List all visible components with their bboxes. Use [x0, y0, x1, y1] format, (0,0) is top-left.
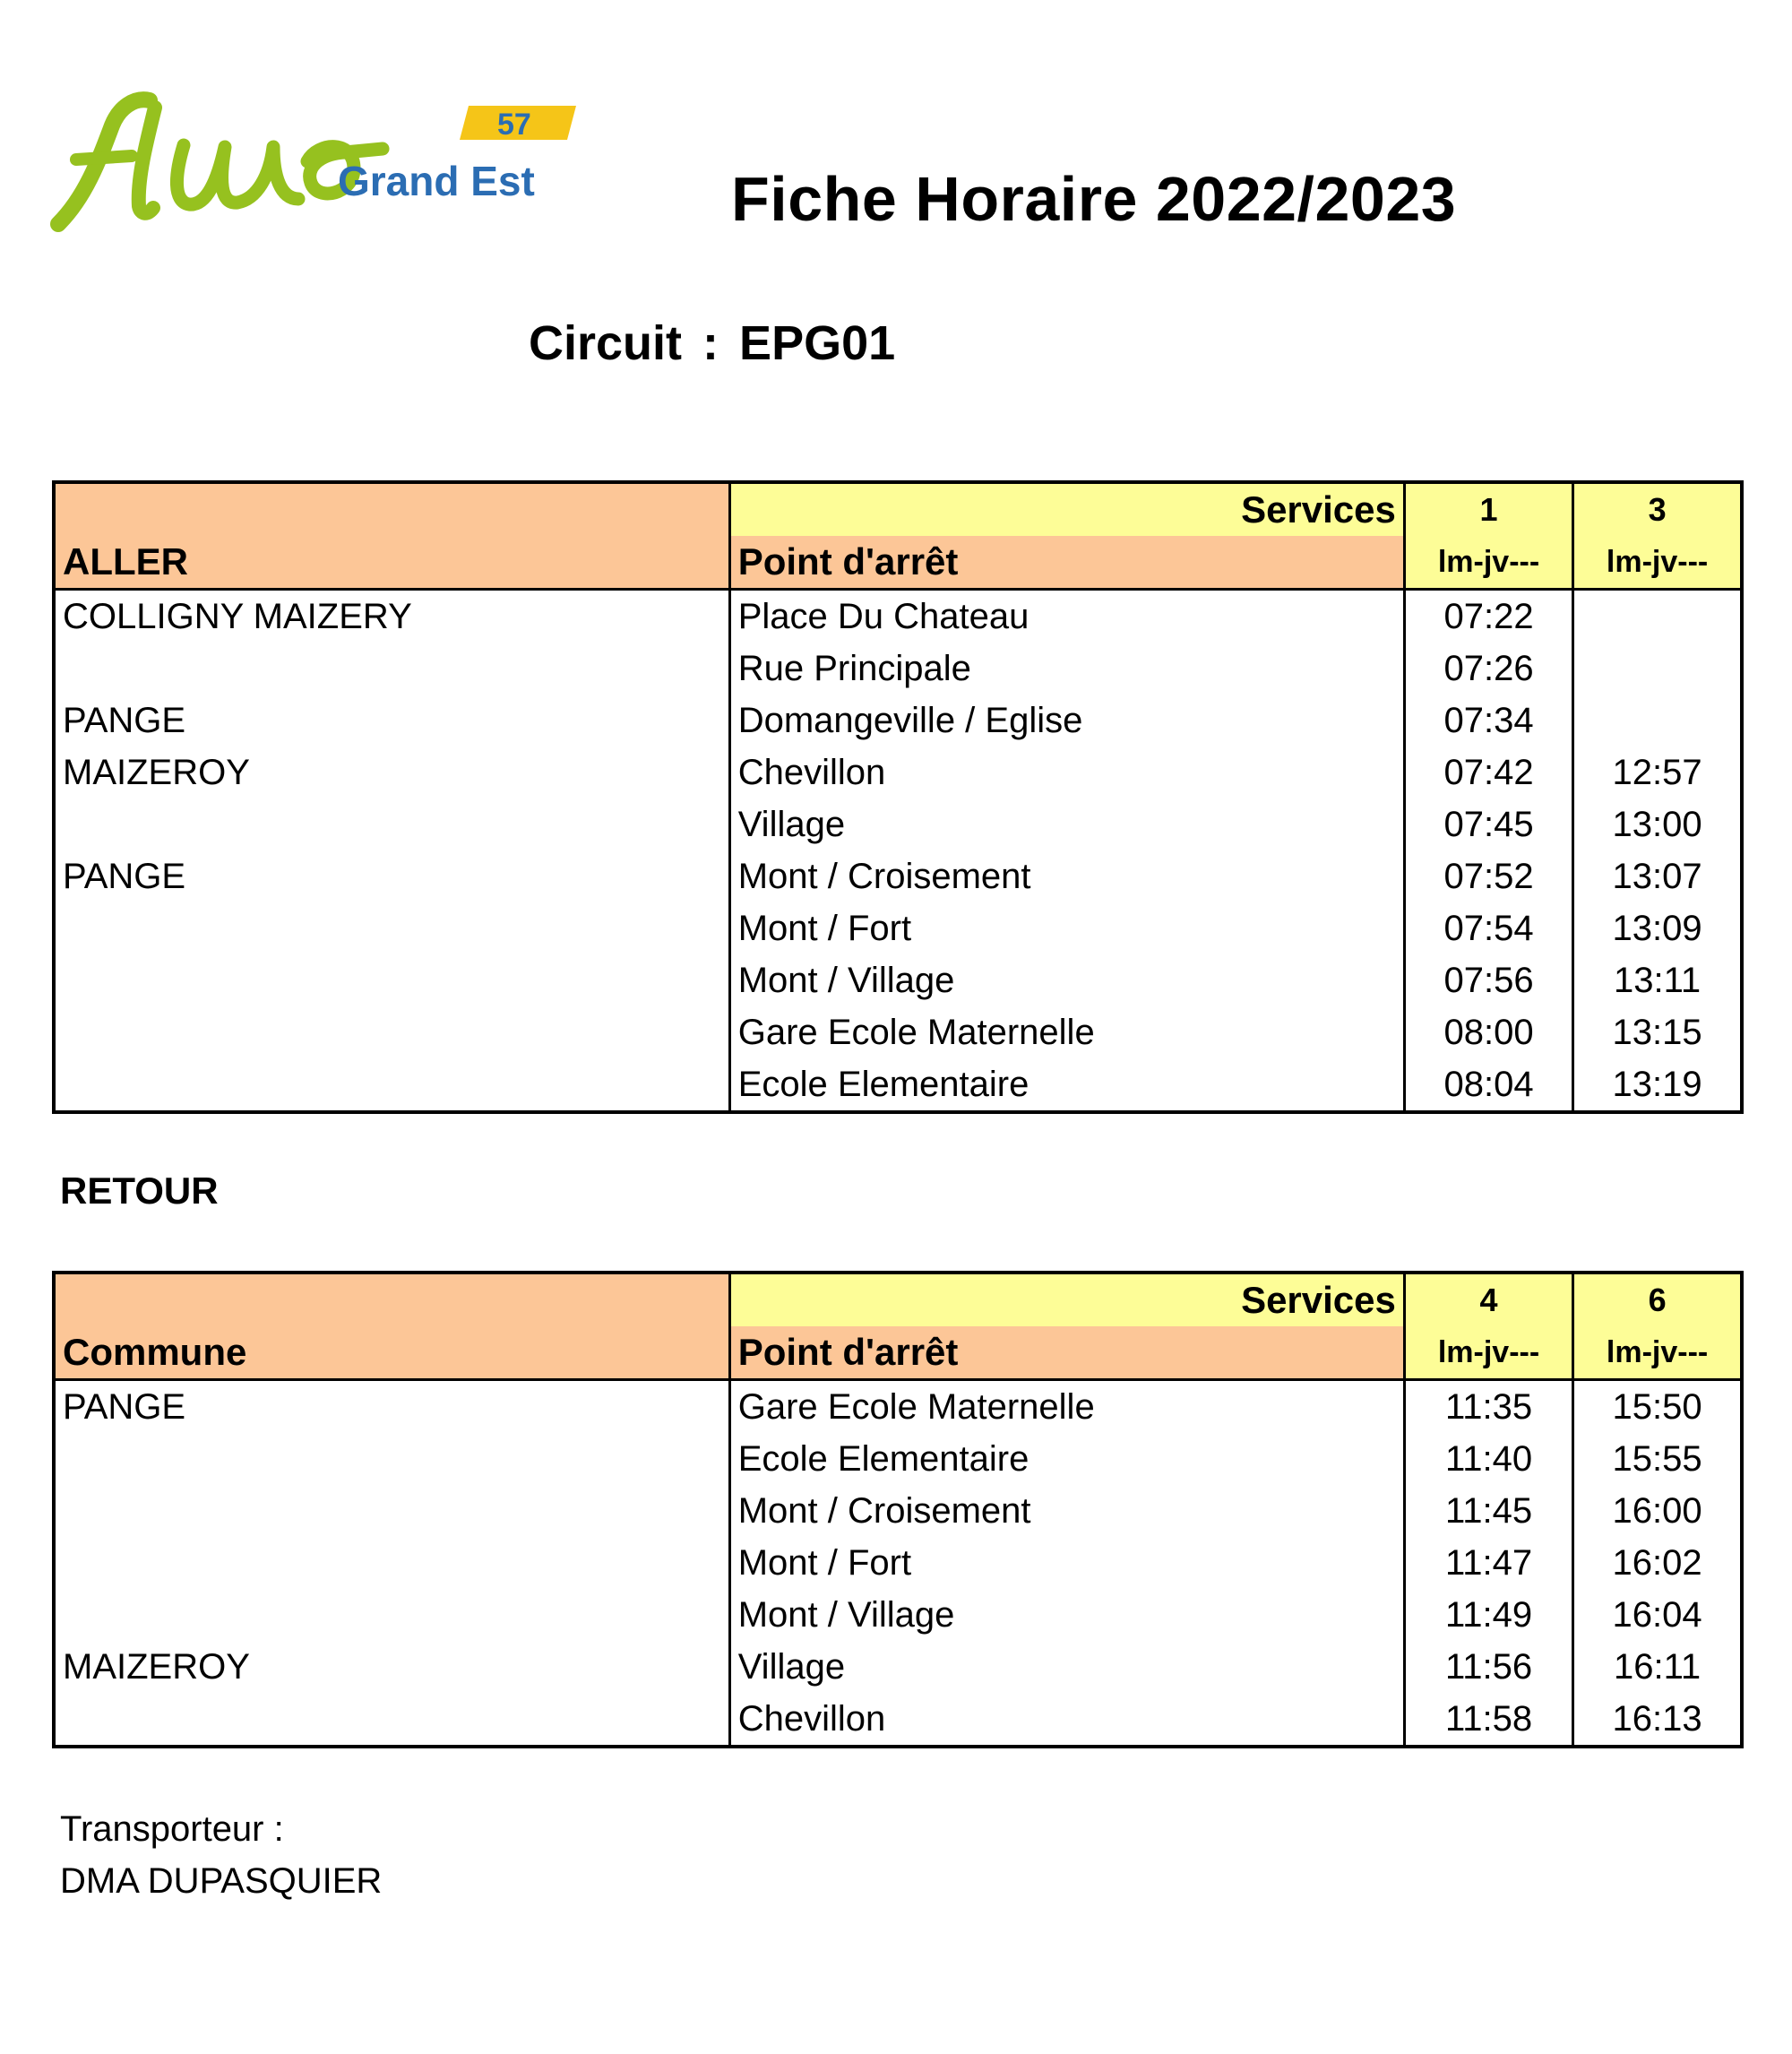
page-title: Fiche Horaire 2022/2023 [731, 164, 1457, 234]
aller-column-header: ALLER [54, 482, 729, 590]
stop-cell: Place Du Chateau [729, 590, 1404, 643]
stop-cell: Ecole Elementaire [729, 1433, 1404, 1485]
stop-column-header: Point d'arrêt [729, 536, 1404, 590]
table-row [54, 1380, 1742, 1434]
time-cell: 11:40 [1404, 1433, 1572, 1485]
time-cell: 11:58 [1404, 1693, 1572, 1747]
commune-cell [54, 798, 729, 850]
time-cell: 07:22 [1404, 590, 1572, 643]
time-cell [1573, 643, 1742, 695]
commune-cell: PANGE [54, 850, 729, 902]
stop-cell: Gare Ecole Maternelle [729, 1006, 1404, 1058]
time-cell: 11:35 [1404, 1380, 1572, 1434]
circuit-separator: : [702, 316, 719, 370]
time-cell: 13:15 [1573, 1006, 1742, 1058]
table-row [54, 590, 1742, 643]
commune-cell [54, 1006, 729, 1058]
carrier-label: Transporteur : [60, 1809, 284, 1849]
table-row [54, 1058, 1742, 1112]
service-days: lm-jv--- [1573, 536, 1742, 590]
table-row [54, 902, 1742, 954]
time-cell: 16:13 [1573, 1693, 1742, 1747]
commune-cell [54, 954, 729, 1006]
time-cell: 07:54 [1404, 902, 1572, 954]
logo-brand-text: fluo [49, 90, 51, 91]
time-cell: 11:49 [1404, 1589, 1572, 1641]
table-row [54, 1006, 1742, 1058]
commune-cell [54, 1058, 729, 1112]
stop-cell: Mont / Croisement [729, 1485, 1404, 1537]
stop-cell: Mont / Fort [729, 902, 1404, 954]
commune-cell: MAIZEROY [54, 747, 729, 798]
time-cell: 13:09 [1573, 902, 1742, 954]
commune-cell: PANGE [54, 695, 729, 747]
commune-cell [54, 902, 729, 954]
services-label: Services [729, 482, 1404, 536]
services-label: Services [729, 1273, 1404, 1326]
table-row [54, 747, 1742, 798]
table-row [54, 643, 1742, 695]
stop-cell: Gare Ecole Maternelle [729, 1380, 1404, 1434]
commune-cell [54, 1433, 729, 1485]
commune-cell [54, 1693, 729, 1747]
time-cell: 13:19 [1573, 1058, 1742, 1112]
logo-region-text: Grand Est [338, 158, 535, 204]
logo-badge-text: 57 [497, 108, 531, 142]
time-cell: 16:02 [1573, 1537, 1742, 1589]
table-row [54, 1485, 1742, 1537]
stop-cell: Mont / Village [729, 954, 1404, 1006]
stop-cell: Mont / Croisement [729, 850, 1404, 902]
stop-cell: Chevillon [729, 747, 1404, 798]
service-number: 4 [1404, 1273, 1572, 1326]
commune-cell: MAIZEROY [54, 1641, 729, 1693]
time-cell: 08:00 [1404, 1006, 1572, 1058]
retour-timetable [52, 1271, 1744, 1748]
time-cell: 07:45 [1404, 798, 1572, 850]
stop-cell: Village [729, 1641, 1404, 1693]
commune-cell [54, 1537, 729, 1589]
service-number: 1 [1404, 482, 1572, 536]
service-number: 3 [1573, 482, 1742, 536]
stop-cell: Village [729, 798, 1404, 850]
retour-heading: RETOUR [60, 1169, 219, 1212]
time-cell: 07:56 [1404, 954, 1572, 1006]
time-cell: 07:42 [1404, 747, 1572, 798]
commune-cell: PANGE [54, 1380, 729, 1434]
table-row [54, 798, 1742, 850]
stop-cell: Rue Principale [729, 643, 1404, 695]
table-row [54, 1537, 1742, 1589]
table-row [54, 1433, 1742, 1485]
time-cell: 16:11 [1573, 1641, 1742, 1693]
time-cell: 11:47 [1404, 1537, 1572, 1589]
commune-column-header: Commune [54, 1273, 729, 1380]
stop-cell: Mont / Fort [729, 1537, 1404, 1589]
time-cell: 07:34 [1404, 695, 1572, 747]
stop-cell: Chevillon [729, 1693, 1404, 1747]
circuit-label: Circuit [529, 316, 683, 370]
time-cell: 07:52 [1404, 850, 1572, 902]
circuit-line [529, 315, 895, 371]
table-row [54, 1589, 1742, 1641]
fluo-grand-est-logo [49, 90, 587, 242]
time-cell: 13:00 [1573, 798, 1742, 850]
time-cell [1573, 590, 1742, 643]
time-cell: 16:00 [1573, 1485, 1742, 1537]
carrier-info [60, 1803, 382, 1907]
service-number: 6 [1573, 1273, 1742, 1326]
time-cell [1573, 695, 1742, 747]
carrier-name: DMA DUPASQUIER [60, 1861, 383, 1901]
header-row-top [54, 1273, 1742, 1326]
time-cell: 13:07 [1573, 850, 1742, 902]
time-cell: 08:04 [1404, 1058, 1572, 1112]
commune-cell: COLLIGNY MAIZERY [54, 590, 729, 643]
table-row [54, 1641, 1742, 1693]
stop-cell: Mont / Village [729, 1589, 1404, 1641]
header-row-top [54, 482, 1742, 536]
table-row [54, 954, 1742, 1006]
time-cell: 12:57 [1573, 747, 1742, 798]
table-row [54, 1693, 1742, 1747]
service-days: lm-jv--- [1404, 1326, 1572, 1380]
circuit-code: EPG01 [739, 316, 896, 370]
stop-cell: Ecole Elementaire [729, 1058, 1404, 1112]
stop-column-header: Point d'arrêt [729, 1326, 1404, 1380]
time-cell: 11:45 [1404, 1485, 1572, 1537]
service-days: lm-jv--- [1573, 1326, 1742, 1380]
table-row [54, 695, 1742, 747]
commune-cell [54, 1485, 729, 1537]
time-cell: 07:26 [1404, 643, 1572, 695]
aller-timetable [52, 480, 1744, 1114]
time-cell: 13:11 [1573, 954, 1742, 1006]
service-days: lm-jv--- [1404, 536, 1572, 590]
commune-cell [54, 1589, 729, 1641]
time-cell: 15:55 [1573, 1433, 1742, 1485]
stop-cell: Domangeville / Eglise [729, 695, 1404, 747]
table-row [54, 850, 1742, 902]
time-cell: 16:04 [1573, 1589, 1742, 1641]
time-cell: 15:50 [1573, 1380, 1742, 1434]
commune-cell [54, 643, 729, 695]
time-cell: 11:56 [1404, 1641, 1572, 1693]
